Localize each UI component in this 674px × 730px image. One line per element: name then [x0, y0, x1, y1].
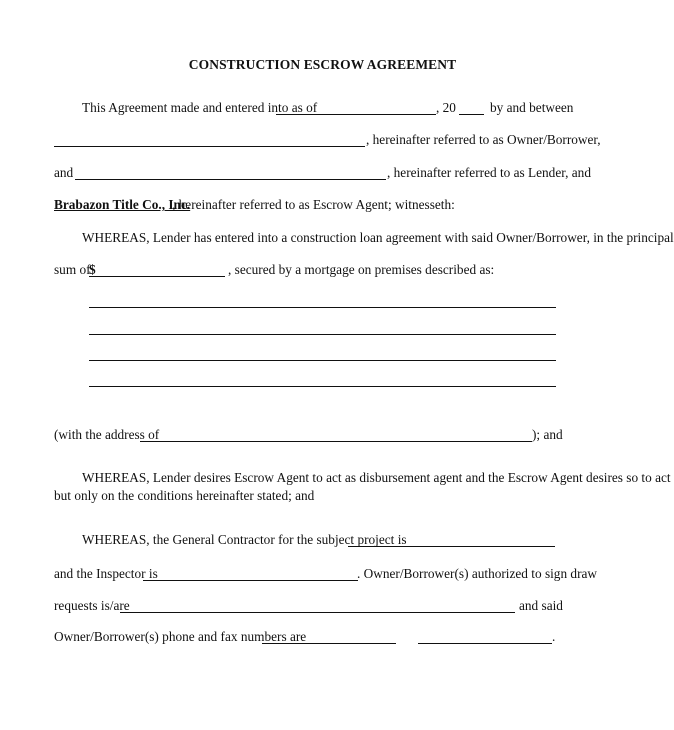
address-tail-text: ); and	[532, 427, 563, 442]
inspector-name-blank[interactable]	[143, 580, 358, 581]
escrow-agent-label: , hereinafter referred to as Escrow Agent; witnesseth:	[172, 197, 455, 212]
conditions-text: but only on the conditions hereinafter stated; and	[54, 488, 315, 503]
by-and-between-text: by and between	[490, 100, 574, 115]
whereas-contractor-text: WHEREAS, the General Contractor for the subject project is	[82, 532, 407, 547]
mortgage-text: , secured by a mortgage on premises described as:	[228, 262, 495, 277]
property-address-blank[interactable]	[140, 441, 532, 442]
phone-number-blank[interactable]	[262, 643, 396, 644]
premises-description-line-1[interactable]	[89, 307, 556, 308]
lender-name-blank[interactable]	[75, 179, 386, 180]
agreement-date-blank[interactable]	[276, 114, 436, 115]
principal-sum-blank[interactable]	[89, 276, 225, 277]
agreement-year-blank[interactable]	[459, 114, 484, 115]
and-text: and	[54, 165, 74, 180]
lender-label: , hereinafter referred to as Lender, and	[387, 165, 591, 180]
authorized-signers-blank[interactable]	[120, 612, 515, 613]
sum-of-text: sum of	[54, 262, 91, 277]
requests-lead-text: requests is/are	[54, 598, 130, 613]
whereas-loan-text: WHEREAS, Lender has entered into a construction loan agreement with said Owner/Borrower, in the principal	[82, 230, 674, 245]
owner-borrower-label: , hereinafter referred to as Owner/Borrower,	[366, 132, 601, 147]
document-title: CONSTRUCTION ESCROW AGREEMENT	[188, 57, 457, 72]
premises-description-line-3[interactable]	[89, 360, 556, 361]
escrow-agent-name: Brabazon Title Co., Inc.	[54, 197, 191, 212]
requests-tail-text: and said	[519, 598, 563, 613]
phone-tail-text: .	[552, 629, 556, 644]
premises-description-line-2[interactable]	[89, 334, 556, 335]
owner-borrower-name-blank[interactable]	[54, 146, 365, 147]
whereas-disbursement-text: WHEREAS, Lender desires Escrow Agent to act as disbursement agent and the Escrow Agent desires so to act	[82, 470, 671, 485]
address-lead-text: (with the address of	[54, 427, 160, 442]
premises-description-line-4[interactable]	[89, 386, 556, 387]
phone-lead-text: Owner/Borrower(s) phone and fax numbers are	[54, 629, 307, 644]
agreement-intro-text: This Agreement made and entered into as of	[82, 100, 318, 115]
dollar-sign: $	[89, 262, 96, 277]
year-prefix-text: , 20	[436, 100, 456, 115]
general-contractor-blank[interactable]	[348, 546, 555, 547]
inspector-lead-text: and the Inspector is	[54, 566, 158, 581]
fax-number-blank[interactable]	[418, 643, 552, 644]
inspector-tail-text: . Owner/Borrower(s) authorized to sign draw	[357, 566, 598, 581]
